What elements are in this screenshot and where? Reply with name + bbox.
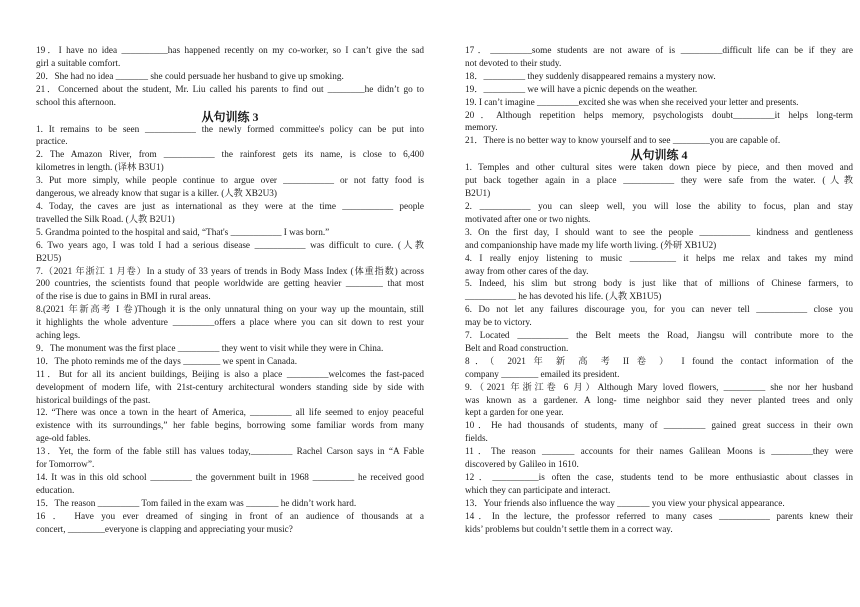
text-line: for Tomorrow”.	[36, 460, 95, 471]
text-line: B2U5)	[36, 253, 62, 264]
text-line: school this afternoon.	[36, 97, 116, 108]
text-line: 10．He had thousands of students, many of _________ gained great success in their own	[465, 421, 853, 432]
text-line: education.	[36, 485, 75, 496]
text-line: 2. ___________ you can sleep well, you will lose the ability to focus, plan and stay	[465, 201, 853, 212]
right-exercises-17-21	[465, 45, 853, 148]
text-line: not devoted to their study.	[465, 58, 562, 69]
text-line: B2U1)	[465, 189, 491, 200]
text-line: 13．Your friends also influence the way _______ you view your physical appearance.	[465, 498, 785, 509]
text-line: kilometres in length. (译林 B3U1)	[36, 163, 164, 174]
right-exercises-section-4	[465, 162, 853, 536]
text-line: travelled the Silk Road. (人教 B2U1)	[36, 214, 175, 225]
text-line: 14．In the lecture, the professor referred to many cases ___________ parents knew their	[465, 511, 853, 522]
text-line: girl a suitable comfort.	[36, 58, 121, 69]
text-line: 14. It was in this old school _________ the government built in 1968 _________ he received good	[36, 473, 424, 483]
text-line: 7.（2021 年浙江 1 月卷）In a study of 33 years of trends in Body Mass Index (体重指数) across	[36, 266, 424, 277]
text-line: away from other cares of the day.	[465, 266, 589, 277]
text-line: 16 ． Have you ever dreamed of singing in front of an audience of thousands at a	[36, 511, 424, 522]
text-line: 9．The monument was the first place _________ they went to visit while they were in China.	[36, 343, 384, 354]
text-line: 4. Today, the caves are just as international as they were at the time ___________ people	[36, 201, 424, 212]
text-line: of the rise is due to gains in BMI in rural areas.	[36, 292, 211, 303]
text-line: 19．_________ we will have a picnic depends on the weather.	[465, 84, 698, 95]
left-exercises-19-21	[36, 45, 424, 110]
text-line: 11．The reason _______ accounts for their names Galilean Moons is _________they were	[465, 447, 853, 458]
text-line: dangerous, we already know that sugar is a killer. (人教 XB2U3)	[36, 189, 277, 200]
text-line: 10．The photo reminds me of the days ________ we spent in Canada.	[36, 356, 298, 367]
text-line: 9.（2021 年浙江卷 6 月）Although Mary loved flowers, _________ she nor her husband	[465, 382, 853, 393]
text-line: practice.	[36, 137, 68, 148]
text-line: memory.	[465, 123, 498, 134]
text-line: and companionship have made my life worth living. (外研 XB1U2)	[465, 240, 717, 251]
text-line: historical buildings of the past.	[36, 395, 151, 406]
text-line: 200 countries, the scientists found that people worldwide are getting heavier ________ that most	[36, 279, 424, 290]
text-line: age-old fables.	[36, 434, 91, 445]
text-line: 21．There is no better way to know yourself and to see ________you are capable of.	[465, 136, 781, 147]
text-line: motivated after one or two nights.	[465, 214, 591, 225]
section-heading-3: 从句训练 3	[201, 109, 259, 124]
text-line: 7. Located ___________ the Belt meets the Road, Jiangsu will contribute more to the	[465, 331, 853, 342]
text-line: 11．But for all its ancient buildings, Beijing is also a place _________welcomes the fast-paced	[36, 369, 424, 380]
text-line: 1. Temples and other cultural sites were taken down piece by piece, and then moved and	[465, 163, 853, 174]
text-line: 2. The Amazon River, from ___________ the rainforest gets its name, is close to 6,400	[36, 150, 424, 161]
text-line: 21．Concerned about the student, Mr. Liu called his parents to find out ________he didn’t go to	[36, 84, 424, 95]
text-line: aching legs.	[36, 331, 81, 342]
text-line: 4. I really enjoy listening to music __________ it helps me relax and takes my mind	[465, 253, 853, 264]
text-line: 20．Although repetition helps memory, psychologists doubt_________it helps long-term	[465, 110, 853, 121]
text-line: 6. Two years ago, I was told I had a serious disease ___________ was difficult to cure. (人教	[36, 240, 424, 251]
text-line: which they can participate and interact.	[465, 485, 611, 496]
text-line: kept a garden for one year.	[465, 408, 564, 419]
text-line: it highlights the whole adventure _________offers a place where you can sit down to rest your	[36, 318, 424, 329]
text-line: put back together again in a place ___________ they were safe from the water. (人教	[465, 176, 853, 187]
section-heading-4: 从句训练 4	[630, 148, 688, 163]
text-line: 19．I have no idea __________has happened recently on my co-worker, so I can’t give the sad	[36, 46, 424, 56]
text-line: company ________ emailed its president.	[465, 369, 620, 380]
text-line: 12．__________is often the case, students tend to be more enthusiastic about classes in	[465, 473, 853, 483]
text-line: existence with its surroundings,” her fable begins, borrowing some familiar words from many	[36, 421, 424, 432]
text-line: 3. Put more simply, while people continue to argue over ___________ or not fatty food is	[36, 176, 424, 187]
text-line: 17．_________some students are not aware of is _________difficult life can be if they are	[465, 46, 853, 56]
text-line: 13．Yet, the form of the fable still has values today,_________ Rachel Carson says in “A Fable	[36, 447, 424, 458]
right-column	[465, 45, 853, 537]
text-line: fields.	[465, 434, 488, 445]
text-line: 18．_________ they suddenly disappeared remains a mystery now.	[465, 71, 716, 82]
left-column	[36, 45, 424, 537]
text-line: 15．The reason _________ Tom failed in the exam was _______ he didn’t work hard.	[36, 498, 357, 509]
text-line: 6. Do not let any failures discourage you, for you can never tell ___________ close you	[465, 305, 853, 316]
text-line: 1. It remains to be seen ___________ the newly formed committee's policy can be put into	[36, 124, 424, 135]
text-line: Belt and Road construction.	[465, 343, 569, 354]
text-line: 5. Grandma pointed to the hospital and said, “That's ___________ I was born.”	[36, 227, 330, 238]
text-line: 20．She had no idea _______ she could persuade her husband to give up smoking.	[36, 71, 344, 82]
text-line: ___________ he has devoted his life. (人教 XB1U5)	[465, 292, 662, 303]
text-line: 3. On the first day, I should want to see the people ___________ kindness and gentleness	[465, 227, 853, 238]
text-line: 12. “There was once a town in the heart of America, _________ all life seemed to enjoy peaceful	[36, 408, 424, 419]
text-line: kids’ problems but couldn’t settle them in a correct way.	[465, 524, 673, 535]
text-line: 5. Indeed, his slim but strong body is just like that of millions of Chinese farmers, to	[465, 279, 853, 290]
left-exercises-section-3	[36, 124, 424, 537]
text-line: concert, ________everyone is clapping and appreciating your music?	[36, 524, 293, 535]
text-line: was known as a gardener. A long- time neighbor said they never planted trees and only	[465, 395, 853, 406]
text-line: 8．（ 2021 年 新 高 考 II 卷 ） I found the contact information of the	[465, 356, 853, 367]
text-line: may be to victory.	[465, 318, 532, 329]
text-line: 8.(2021 年新高考 I 卷)Though it is the only unnatural thing on your way up the mountain, still	[36, 305, 424, 316]
text-line: development of modern life, with 21st-century architectural wonders standing side by side with	[36, 382, 424, 393]
text-line: 19. I can’t imagine _________excited she was when she received your letter and presents.	[465, 97, 799, 108]
text-line: discovered by Galileo in 1610.	[465, 460, 579, 471]
